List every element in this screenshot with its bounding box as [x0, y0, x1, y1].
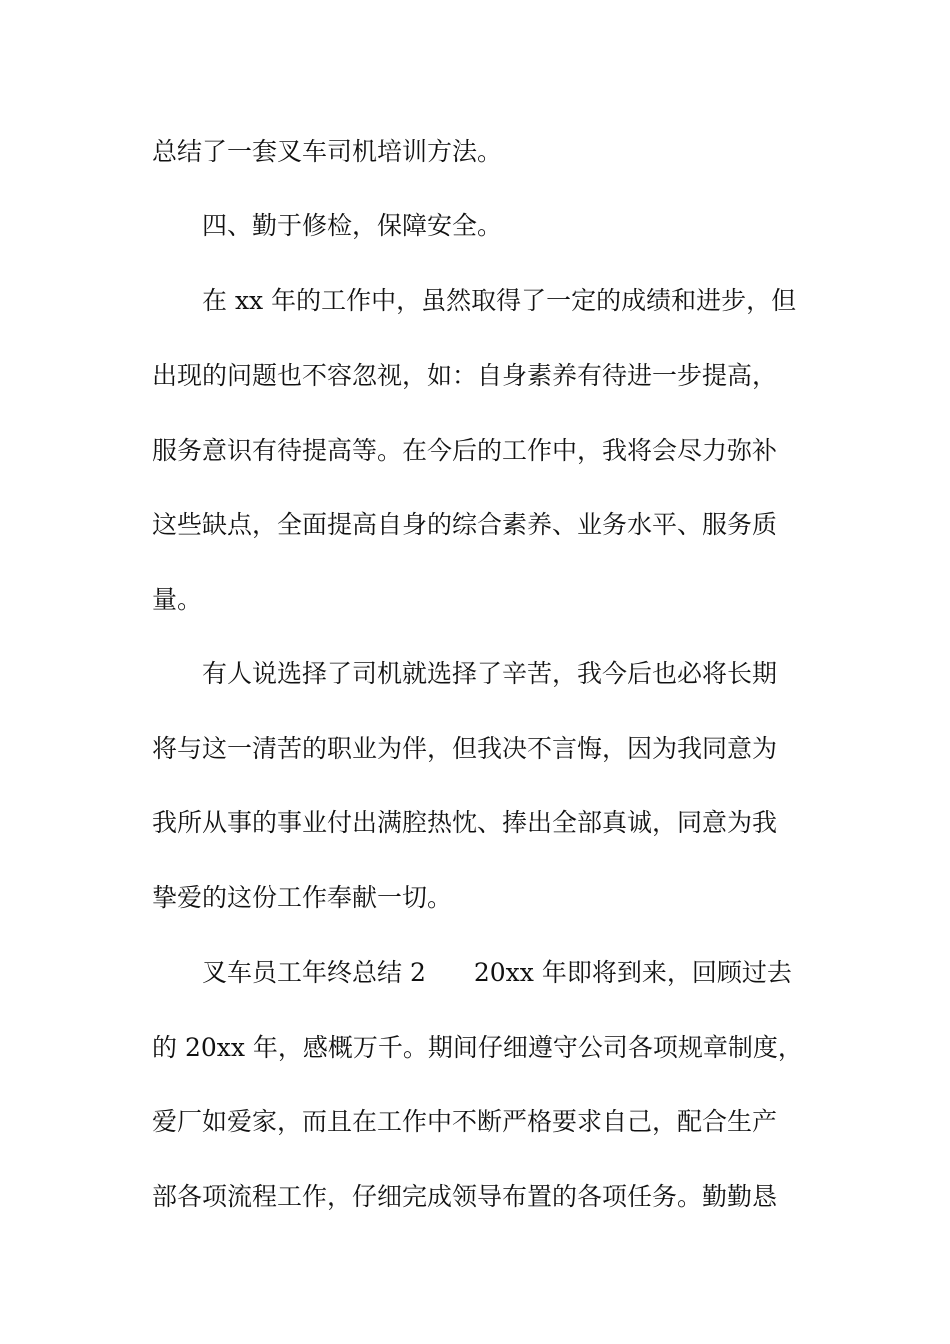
section-heading-4: 四、勤于修检，保障安全。	[202, 211, 503, 240]
text-line-12	[202, 958, 950, 988]
text-line-4: 出现的问题也不容忽视，如：自身素养有待进一步提高，	[152, 361, 778, 390]
text-line-9: 将与这一清苦的职业为伴，但我决不言悔，因为我同意为	[152, 734, 778, 763]
section-intro: 20xx 年即将到来，回顾过去	[473, 958, 792, 987]
text-line-14: 爱厂如爱家，而且在工作中不断严格要求自己，配合生产	[152, 1107, 778, 1136]
section-title-2: 叉车员工年终总结 2	[202, 958, 426, 987]
text-line-15: 部各项流程工作，仔细完成领导布置的各项任务。勤勤恳	[152, 1182, 778, 1211]
text-line-6: 这些缺点，全面提高自身的综合素养、业务水平、服务质	[152, 510, 778, 539]
text-line-10: 我所从事的事业付出满腔热忱、捧出全部真诚，同意为我	[152, 808, 778, 837]
text-line-7: 量。	[152, 585, 203, 614]
text-line-1: 总结了一套叉车司机培训方法。	[152, 137, 503, 166]
text-line-11: 挚爱的这份工作奉献一切。	[152, 883, 453, 912]
text-line-13: 的 20xx 年，感概万千。期间仔细遵守公司各项规章制度，	[152, 1033, 803, 1062]
text-line-3: 在 xx 年的工作中，虽然取得了一定的成绩和进步，但	[202, 286, 797, 315]
text-line-8: 有人说选择了司机就选择了辛苦，我今后也必将长期	[202, 659, 778, 688]
text-line-5: 服务意识有待提高等。在今后的工作中，我将会尽力弥补	[152, 436, 778, 465]
